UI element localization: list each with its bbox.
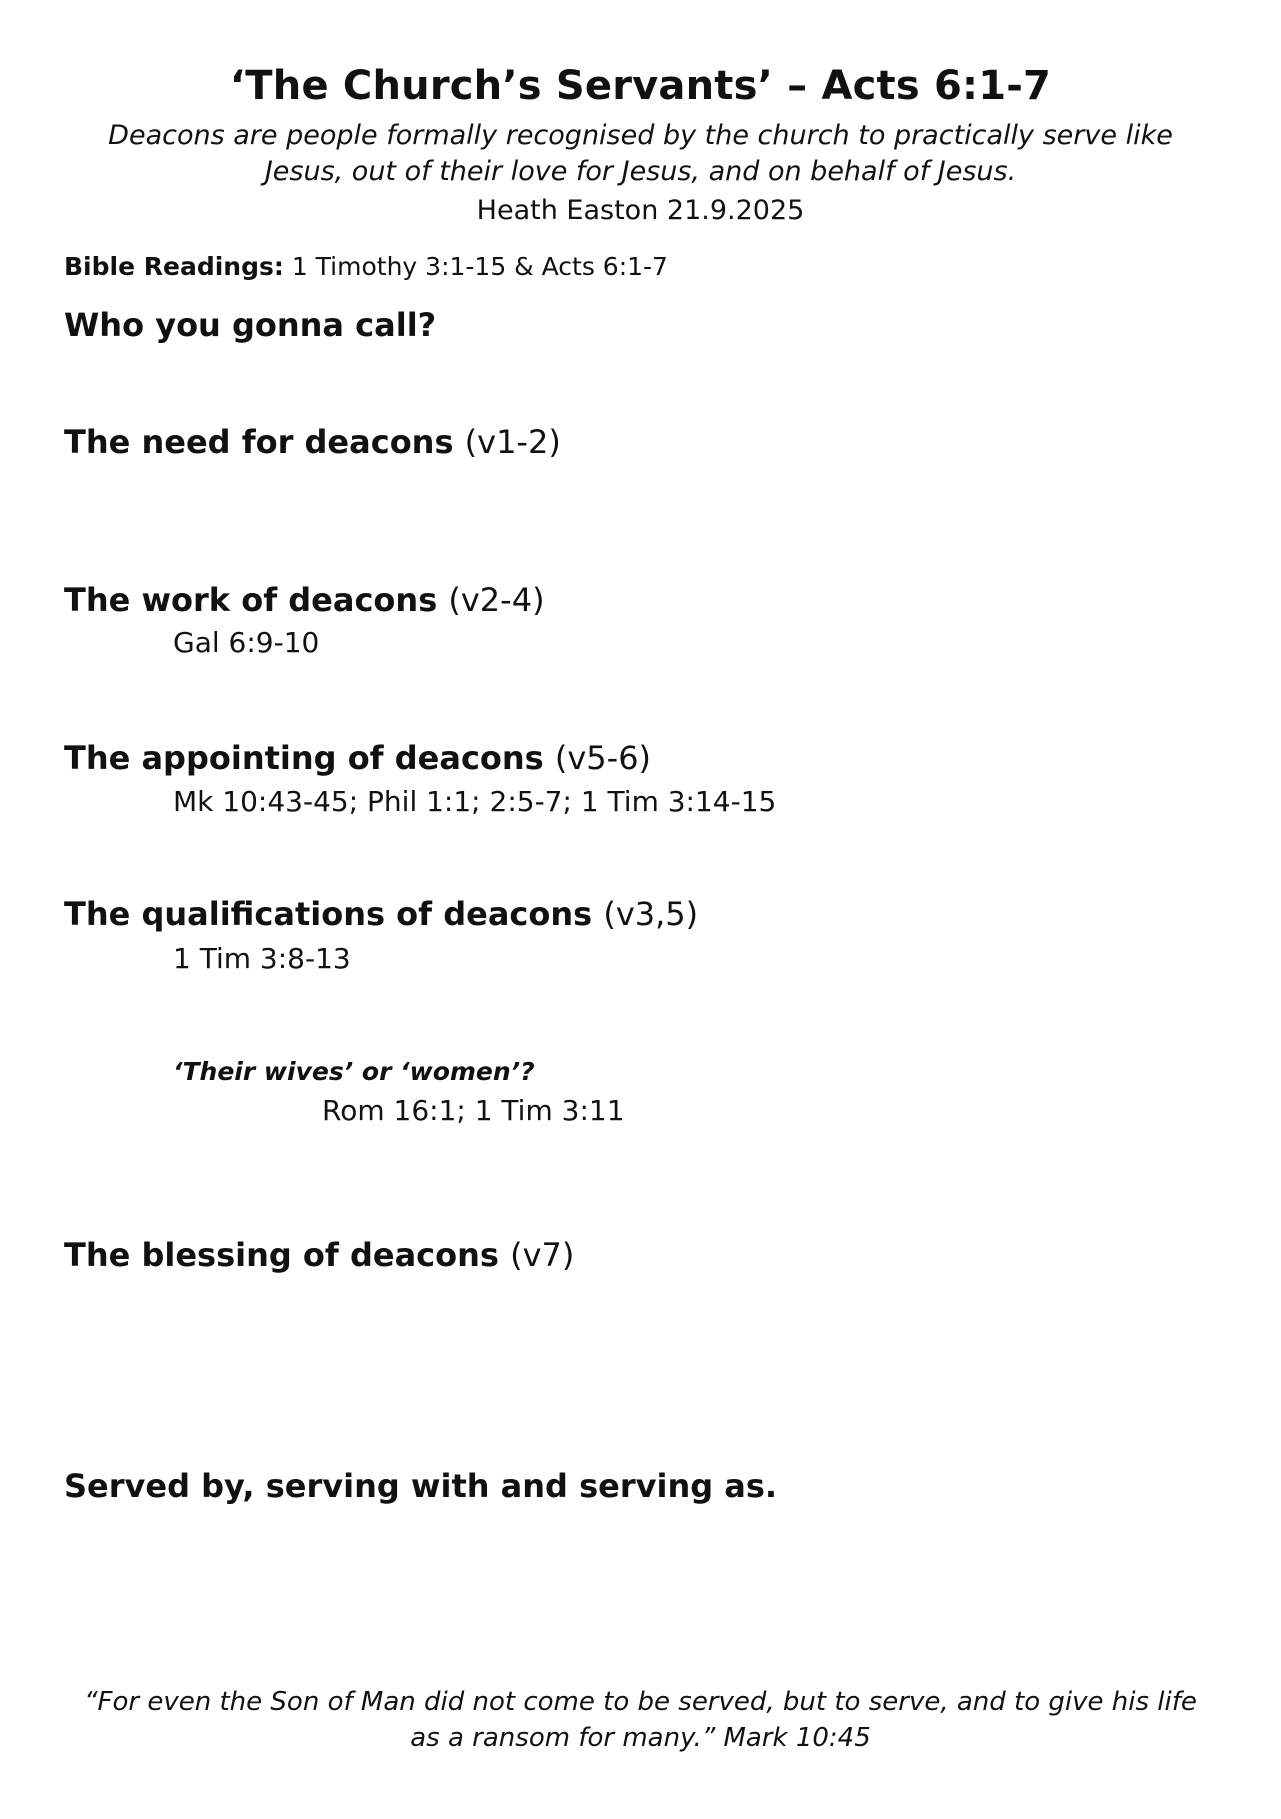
verse-range: (v1-2) [464, 423, 561, 461]
heading-text: The qualifications of deacons [64, 895, 593, 933]
sermon-subtitle: Deacons are people formally recognised by the church to practically serve like Jesus, out of their love for Jesus, and on behalf of Jesus. [108, 120, 1173, 188]
author-date: Heath Easton 21.9.2025 [476, 194, 805, 226]
sermon-title: ‘The Church’s Servants’ – Acts 6:1-7 [229, 63, 1052, 109]
footer-quote-text: “For even the Son of Man did not come to be served, but to serve, and to give his life as a ransom for many.” Mark 10:45 [84, 1687, 1197, 1753]
heading-text: The work of deacons [64, 581, 438, 619]
heading-who-you-gonna-call: Who you gonna call? [64, 306, 437, 344]
qualifications-reference: 1 Tim 3:8-13 [173, 942, 351, 975]
heading-text: The blessing of deacons [64, 1236, 499, 1274]
verse-range: (v3,5) [603, 895, 699, 933]
bible-readings-text: 1 Timothy 3:1-15 & Acts 6:1-7 [291, 252, 668, 281]
verse-range: (v2-4) [448, 581, 545, 619]
heading-text: The need for deacons [64, 423, 454, 461]
footer-quote [0, 1685, 1281, 1757]
work-reference: Gal 6:9-10 [173, 626, 320, 659]
heading-need-for-deacons [64, 423, 561, 461]
verse-range: (v5-6) [554, 739, 652, 777]
heading-text: The appointing of deacons [64, 739, 544, 777]
heading-blessing-of-deacons [64, 1236, 574, 1274]
bible-readings-label: Bible Readings: [64, 252, 284, 281]
appointing-reference: Mk 10:43-45; Phil 1:1; 2:5-7; 1 Tim 3:14-15 [173, 785, 777, 818]
sermon-header [0, 62, 1281, 229]
heading-work-of-deacons [64, 581, 545, 619]
heading-appointing-of-deacons [64, 739, 651, 777]
heading-qualifications-of-deacons [64, 895, 698, 933]
verse-range: (v7) [510, 1236, 575, 1274]
heading-closing: Served by, serving with and serving as. [64, 1467, 778, 1505]
bible-readings [64, 252, 668, 281]
qualifications-note-reference: Rom 16:1; 1 Tim 3:11 [322, 1094, 625, 1127]
qualifications-note: ‘Their wives’ or ‘women’? [173, 1057, 535, 1086]
